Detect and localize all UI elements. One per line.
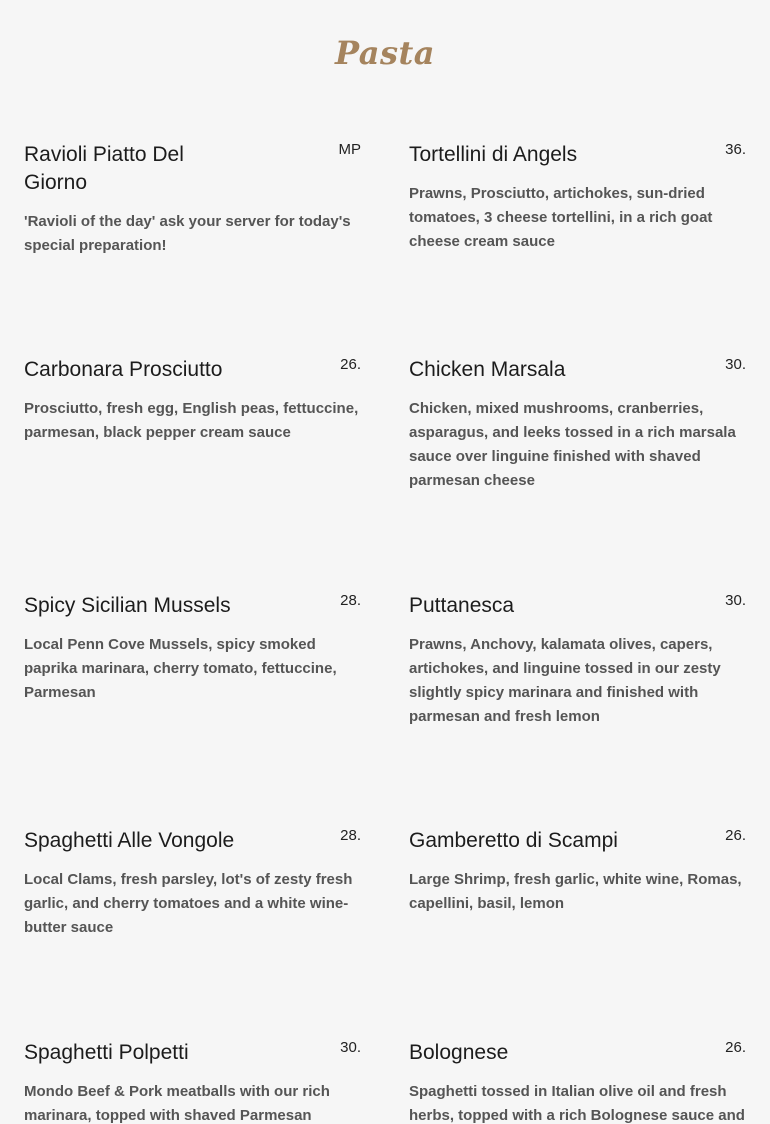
item-price: 26. (340, 356, 361, 373)
menu-item-spicy-mussels (24, 592, 361, 705)
item-name: Bolognese (409, 1041, 509, 1064)
item-description: 'Ravioli of the day' ask your server for today's special preparation! (24, 213, 351, 254)
item-name: Gamberetto di Scampi (409, 829, 618, 852)
item-description: Mondo Beef & Pork meatballs with our rich marinara, topped with shaved Parmesan (24, 1083, 330, 1124)
item-name: Spaghetti Alle Vongole (24, 829, 235, 852)
item-description: Spaghetti tossed in Italian olive oil and fresh herbs, topped with a rich Bolognese sauce and (409, 1083, 745, 1124)
menu-item-gamberetto (409, 827, 746, 916)
item-name: Carbonara Prosciutto (24, 358, 223, 381)
item-description: Prosciutto, fresh egg, English peas, fettuccine, parmesan, black pepper cream sauce (24, 400, 359, 441)
item-price: 30. (725, 356, 746, 373)
item-name: Chicken Marsala (409, 358, 566, 381)
item-name: Spicy Sicilian Mussels (24, 594, 231, 617)
item-price: MP (338, 141, 361, 158)
item-name: Ravioli Piatto Del Giorno (24, 143, 184, 194)
item-description: Prawns, Prosciutto, artichokes, sun-dried tomatoes, 3 cheese tortellini, in a rich goat cheese cream sauce (409, 185, 713, 250)
item-price: 28. (340, 592, 361, 609)
section-title: Pasta (335, 34, 435, 72)
menu-item-bolognese (409, 1039, 746, 1124)
item-price: 36. (725, 141, 746, 158)
item-price: 30. (340, 1039, 361, 1056)
item-description: Chicken, mixed mushrooms, cranberries, asparagus, and leeks tossed in a rich marsala sauce over linguine finished with shaved parmesan cheese (409, 400, 736, 489)
item-description: Local Penn Cove Mussels, spicy smoked paprika marinara, cherry tomato, fettuccine, Parmesan (24, 636, 337, 701)
menu-item-vongole (24, 827, 361, 940)
item-price: 28. (340, 827, 361, 844)
item-name: Tortellini di Angels (409, 143, 578, 166)
menu-item-chicken-marsala (409, 356, 746, 493)
item-description: Large Shrimp, fresh garlic, white wine, Romas, capellini, basil, lemon (409, 871, 742, 912)
item-price: 26. (725, 827, 746, 844)
item-price: 26. (725, 1039, 746, 1056)
item-name: Puttanesca (409, 594, 515, 617)
item-description: Local Clams, fresh parsley, lot's of zesty fresh garlic, and cherry tomatoes and a white wine-butter sauce (24, 871, 353, 936)
item-name: Spaghetti Polpetti (24, 1041, 189, 1064)
menu-item-polpetti (24, 1039, 361, 1124)
menu-item-puttanesca (409, 592, 746, 729)
menu-item-carbonara (24, 356, 361, 445)
menu-item-tortellini (409, 141, 746, 254)
item-description: Prawns, Anchovy, kalamata olives, capers, artichokes, and linguine tossed in our zesty slightly spicy marinara and finished with parmesan and fresh lemon (409, 636, 721, 725)
item-price: 30. (725, 592, 746, 609)
menu-item-ravioli (24, 141, 361, 258)
